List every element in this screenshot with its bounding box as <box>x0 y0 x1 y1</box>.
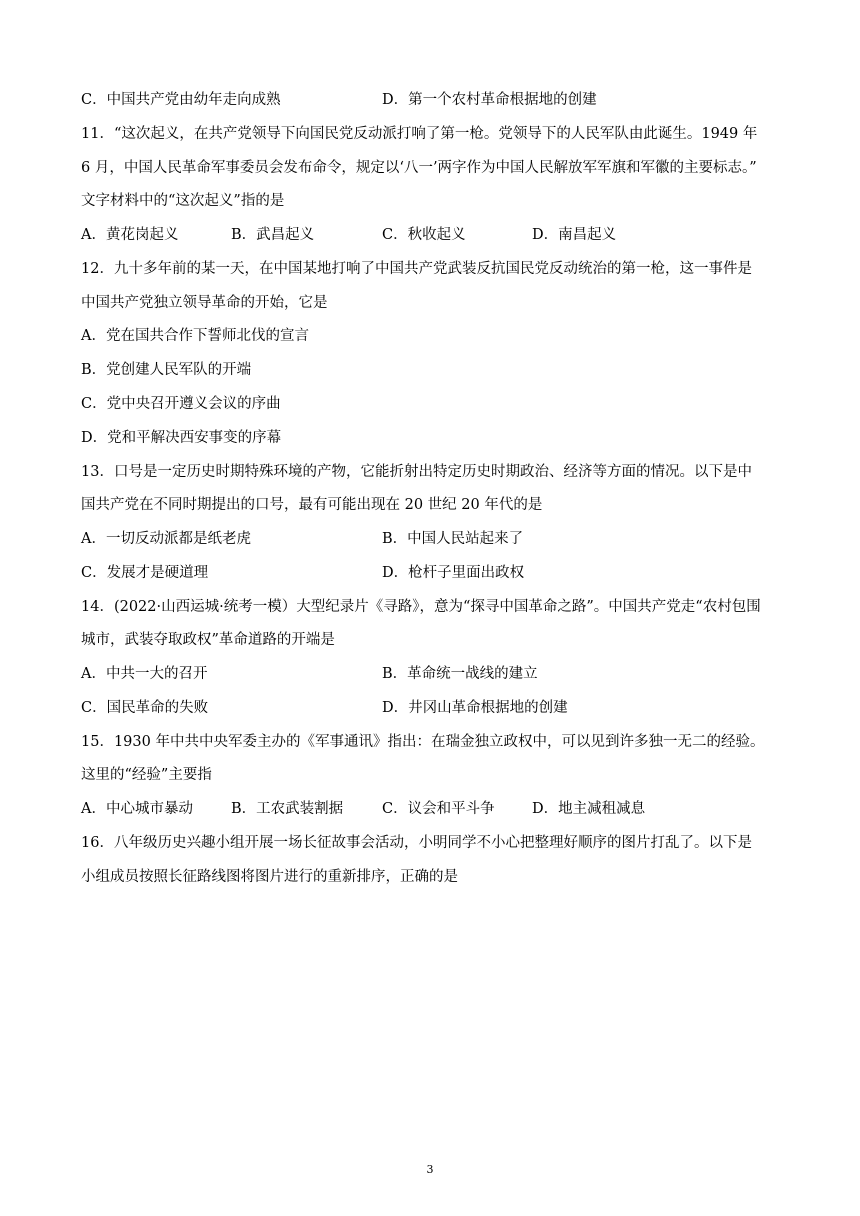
q13-option-d: D．枪杆子里面出政权 <box>382 565 525 581</box>
q12-stem-line-2: 中国共产党独立领导革命的开始，它是 <box>81 295 328 311</box>
q15-stem-line-1: 15．1930 年中共中央军委主办的《军事通讯》指出：在瑞金独立政权中，可以见到许多独一无二的经验。 <box>81 734 765 750</box>
q12-stem-line-1: 12．九十多年前的某一天，在中国某地打响了中国共产党武装反抗国民党反动统治的第一枪，这一事件是 <box>81 261 752 277</box>
q11-stem-line-3: 文字材料中的“这次起义”指的是 <box>81 193 285 209</box>
q11-stem-line-2: 6 月，中国人民革命军事委员会发布命令，规定以‘八一’两字作为中国人民解放军军旗和军徽的主要标志。” <box>81 160 757 176</box>
q14-option-b: B．革命统一战线的建立 <box>382 666 538 682</box>
q11-option-c: C．秋收起义 <box>382 227 466 243</box>
q15-option-b: B．工农武装割据 <box>231 801 344 817</box>
q14-option-c: C．国民革命的失败 <box>81 700 209 716</box>
q10-option-c: C．中国共产党由幼年走向成熟 <box>81 92 281 108</box>
q12-option-b: B．党创建人民军队的开端 <box>81 362 252 378</box>
q13-option-c: C．发展才是硬道理 <box>81 565 209 581</box>
q11-option-a: A．黄花岗起义 <box>81 227 179 243</box>
q13-option-b: B．中国人民站起来了 <box>382 531 524 547</box>
q14-stem-line-1: 14．(2022·山西运城·统考一模）大型纪录片《寻路》，意为“探寻中国革命之路”。中国共产党走“农村包围 <box>81 599 761 615</box>
q13-stem-line-2: 国共产党在不同时期提出的口号，最有可能出现在 20 世纪 20 年代的是 <box>81 497 543 513</box>
q14-stem-line-2: 城市，武装夺取政权”革命道路的开端是 <box>81 632 335 648</box>
q13-option-a: A．一切反动派都是纸老虎 <box>81 531 251 547</box>
q15-stem-line-2: 这里的“经验”主要指 <box>81 767 212 783</box>
q14-option-a: A．中共一大的召开 <box>81 666 208 682</box>
q15-option-d: D．地主减租减息 <box>532 801 646 817</box>
q14-option-d: D．井冈山革命根据地的创建 <box>382 700 568 716</box>
page-number: 3 <box>426 1163 434 1176</box>
q11-stem-line-1: 11．“这次起义，在共产党领导下向国民党反动派打响了第一枪。党领导下的人民军队由此诞生。1949 年 <box>81 126 758 142</box>
q11-option-b: B．武昌起义 <box>231 227 315 243</box>
q12-option-c: C．党中央召开遵义会议的序曲 <box>81 396 281 412</box>
q10-option-d: D．第一个农村革命根据地的创建 <box>382 92 597 108</box>
q13-stem-line-1: 13．口号是一定历史时期特殊环境的产物，它能折射出特定历史时期政治、经济等方面的情况。以下是中 <box>81 464 752 480</box>
q11-option-d: D．南昌起义 <box>532 227 617 243</box>
q15-option-c: C．议会和平斗争 <box>382 801 495 817</box>
q12-option-d: D．党和平解决西安事变的序幕 <box>81 430 282 446</box>
q16-stem-line-1: 16．八年级历史兴趣小组开展一场长征故事会活动，小明同学不小心把整理好顺序的图片打乱了。以下是 <box>81 835 752 851</box>
q12-option-a: A．党在国共合作下誓师北伐的宣言 <box>81 328 309 344</box>
q16-stem-line-2: 小组成员按照长征路线图将图片进行的重新排序，正确的是 <box>81 869 458 885</box>
q15-option-a: A．中心城市暴动 <box>81 801 193 817</box>
